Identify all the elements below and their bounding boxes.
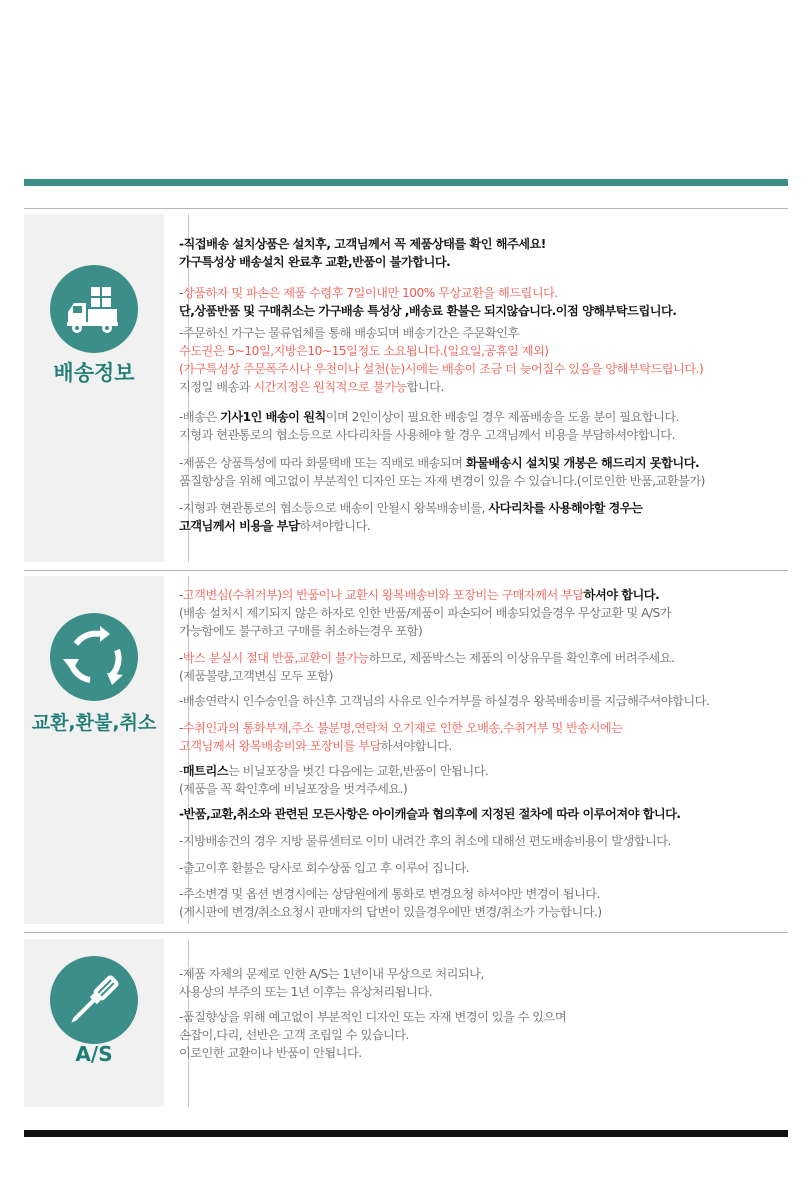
notice-text: 사다리차를 사용해야할 경우는 (488, 501, 643, 515)
notice-line (179, 302, 791, 320)
notice-line (179, 762, 791, 780)
section-title: 교환,환불,취소 (31, 712, 157, 734)
notice-line (179, 649, 791, 667)
notice-line (179, 253, 791, 271)
notice-paragraph (179, 454, 791, 490)
notice-text: - (179, 651, 183, 665)
notice-line (179, 780, 791, 798)
notice-text: 매트리스 (182, 764, 228, 778)
notice-text: (가구특성상 주문폭주시나 우천이나 설천(눈)시에는 배송이 조금 더 늦어질수 있음을 양해부탁드립니다.) (179, 362, 704, 376)
notice-line (179, 604, 791, 622)
notice-line (179, 832, 791, 850)
bottom-bar (24, 1130, 788, 1137)
screwdriver-icon (50, 956, 138, 1044)
notice-text: 화물배송시 설치및 개봉은 해드리지 못합니다. (465, 456, 700, 470)
notice-text: 사용상의 부주의 또는 1년 이후는 유상처리됩니다. (179, 985, 432, 999)
notice-line (179, 1026, 791, 1044)
notice-text: 단,상품반품 및 구매취소는 가구배송 특성상 ,배송료 환불은 되지않습니다.이점 양해부탁드립니다. (179, 304, 677, 318)
notice-line (179, 1044, 791, 1062)
notice-text: 수도권은 5~10일,지방은10~15일정도 소요됩니다.(일요일,공휴일 제외) (179, 344, 549, 358)
notice-text: 이로인한 교환이나 반품이 안됩니다. (179, 1046, 362, 1060)
top-accent-rule (24, 179, 788, 186)
notice-text: 수취인과의 통화부재,주소 불분명,연락처 오기재로 인한 오배송,수취거부 및 반송시에는 (182, 721, 623, 735)
section-divider (24, 932, 788, 933)
notice-paragraph (179, 649, 791, 685)
notice-paragraph (179, 885, 791, 921)
notice-text: (제품불량,고객변심 모두 포함) (179, 669, 333, 683)
notice-text: -주문하신 가구는 물류업체를 통해 배송되며 배송기간은 주문확인후 (179, 326, 519, 340)
notice-line (179, 499, 791, 517)
notice-line (179, 965, 791, 983)
notice-line (179, 454, 791, 472)
notice-text: -주소변경 및 옵션 변경시에는 상담원에게 통화로 변경요청 하셔야만 변경이 됩니다. (179, 887, 600, 901)
notice-line (179, 885, 791, 903)
notice-text: -제품은 상품특성에 따라 화물택배 또는 직배로 배송되며 (179, 456, 466, 470)
notice-text: -제품 자체의 문제로 인한 A/S는 1년이내 무상으로 처리되나, (179, 967, 484, 981)
notice-line (179, 408, 791, 426)
notice-text: 고객님께서 비용을 부담 (179, 519, 300, 533)
notice-paragraph (179, 586, 791, 640)
notice-paragraph (179, 408, 791, 444)
notice-text: - (179, 764, 183, 778)
notice-text: 가능함에도 불구하고 구매를 취소하는경우 포함) (179, 624, 423, 638)
notice-paragraph (179, 859, 791, 877)
notice-line (179, 859, 791, 877)
notice-line (179, 235, 791, 253)
notice-paragraph (179, 284, 791, 320)
section-title: A/S (75, 1042, 113, 1066)
section-divider (24, 208, 788, 209)
notice-paragraph (179, 965, 791, 1001)
notice-text: 손잡이,다리, 선반은 고객 조립일 수 있습니다. (179, 1028, 409, 1042)
notice-line (179, 983, 791, 1001)
notice-text: 하셔야합니다. (299, 519, 371, 533)
notice-text: 지정일 배송과 (179, 380, 254, 394)
notice-text: 는 비닐포장을 벗긴 다음에는 교환,반품이 안됩니다. (228, 764, 489, 778)
notice-text: (제품을 꼭 확인후에 비닐포장을 벗겨주세요.) (179, 782, 408, 796)
notice-text: 하셔야합니다. (380, 739, 452, 753)
notice-text: 하셔야 합니다. (583, 588, 660, 602)
notice-text: -직접배송 설치상품은 설치후, 고객님께서 꼭 제품상태를 확인 해주세요! (179, 237, 546, 251)
notice-text: - (179, 588, 183, 602)
notice-text: 품질향상을 위해 예고없이 부분적인 디자인 또는 자재 변경이 있을 수 있습니다.(이로인한 반품,교환불가) (179, 474, 705, 488)
notice-line (179, 692, 791, 710)
notice-paragraph (179, 762, 791, 798)
notice-line (179, 667, 791, 685)
notice-text: -지형과 현관통로의 협소등으로 배송이 안될시 왕복배송비를, (179, 501, 489, 515)
notice-paragraph (179, 499, 791, 535)
notice-line (179, 622, 791, 640)
notice-text: (게시판에 변경/취소요청시 판매자의 답변이 있을경우에만 변경/취소가 가능합니다.) (179, 905, 602, 919)
section-sidebar (24, 939, 164, 1107)
notice-text: 합니다. (406, 380, 444, 394)
notice-paragraph (179, 832, 791, 850)
notice-line (179, 586, 791, 604)
notice-line (179, 284, 791, 302)
notice-text: - (179, 286, 183, 300)
notice-paragraph (179, 235, 791, 271)
notice-line (179, 719, 791, 737)
notice-line (179, 805, 791, 823)
notice-text: 기사1인 배송이 원칙 (220, 410, 326, 424)
notice-text: -품질향상을 위해 예고없이 부분적인 디자인 또는 자재 변경이 있을 수 있으며 (179, 1010, 567, 1024)
notice-line (179, 903, 791, 921)
notice-paragraph (179, 805, 791, 823)
notice-paragraph (179, 692, 791, 710)
notice-line (179, 360, 791, 378)
notice-text: 박스 분실시 절대 반품,교환이 불가능 (182, 651, 369, 665)
section-divider (24, 570, 788, 571)
section-title: 배송정보 (53, 361, 135, 385)
notice-text: (배송 설치시 제기되지 않은 하자로 인한 반품/제품이 파손되어 배송되었을경우 무상교환 및 A/S가 (179, 606, 672, 620)
notice-paragraph (179, 719, 791, 755)
notice-text: 고객변심(수취거부)의 반품이나 교환시 왕복배송비와 포장비는 구매자께서 부담 (182, 588, 584, 602)
notice-line (179, 324, 791, 342)
notice-text: 시간지정은 원칙적으로 불가능 (253, 380, 407, 394)
after-service-section (24, 939, 788, 1107)
notice-paragraph (179, 1008, 791, 1062)
notice-line (179, 737, 791, 755)
notice-line (179, 426, 791, 444)
notice-text: -배송연락시 인수승인을 하신후 고객님의 사유로 인수거부를 하실경우 왕복배송비를 지급해주셔야합니다. (179, 694, 710, 708)
notice-text: -지방배송건의 경우 지방 물류센터로 이미 내려간 후의 취소에 대해선 편도배송비용이 발생합니다. (179, 834, 671, 848)
notice-text: 지형과 현관통로의 협소등으로 사다리차를 사용해야 할 경우 고객님께서 비용을 부담하셔야합니다. (179, 428, 675, 442)
notice-text: -배송은 (179, 410, 221, 424)
notice-line (179, 1008, 791, 1026)
exchange-refund-section (24, 576, 788, 924)
notice-paragraph (179, 324, 791, 396)
notice-text: -출고이후 환불은 당사로 회수상품 입고 후 이루어 집니다. (179, 861, 470, 875)
notice-line (179, 378, 791, 396)
notice-line (179, 472, 791, 490)
notice-text: 고객님께서 왕복배송비와 포장비를 부담 (179, 739, 381, 753)
truck-icon (50, 265, 138, 353)
section-sidebar (24, 576, 164, 924)
notice-line (179, 342, 791, 360)
delivery-info-section (24, 214, 788, 562)
notice-line (179, 517, 791, 535)
notice-text: 가구특성상 배송설치 완료후 교환,반품이 불가합니다. (179, 255, 451, 269)
notice-text: -반품,교환,취소와 관련된 모든사항은 아이캐슬과 협의후에 지정된 절차에 따라 이루어져야 합니다. (179, 807, 681, 821)
exchange-arrows-icon (50, 613, 138, 701)
notice-text: 이며 2인이상이 필요한 배송일 경우 제품배송을 도울 분이 필요합니다. (325, 410, 680, 424)
notice-text: 상품하자 및 파손은 제품 수령후 7일이내만 100% 무상교환을 해드립니다. (182, 286, 558, 300)
section-sidebar (24, 214, 164, 562)
notice-text: 하므로, 제품박스는 제품의 이상유무를 확인후에 버려주세요. (368, 651, 675, 665)
notice-text: - (179, 721, 183, 735)
